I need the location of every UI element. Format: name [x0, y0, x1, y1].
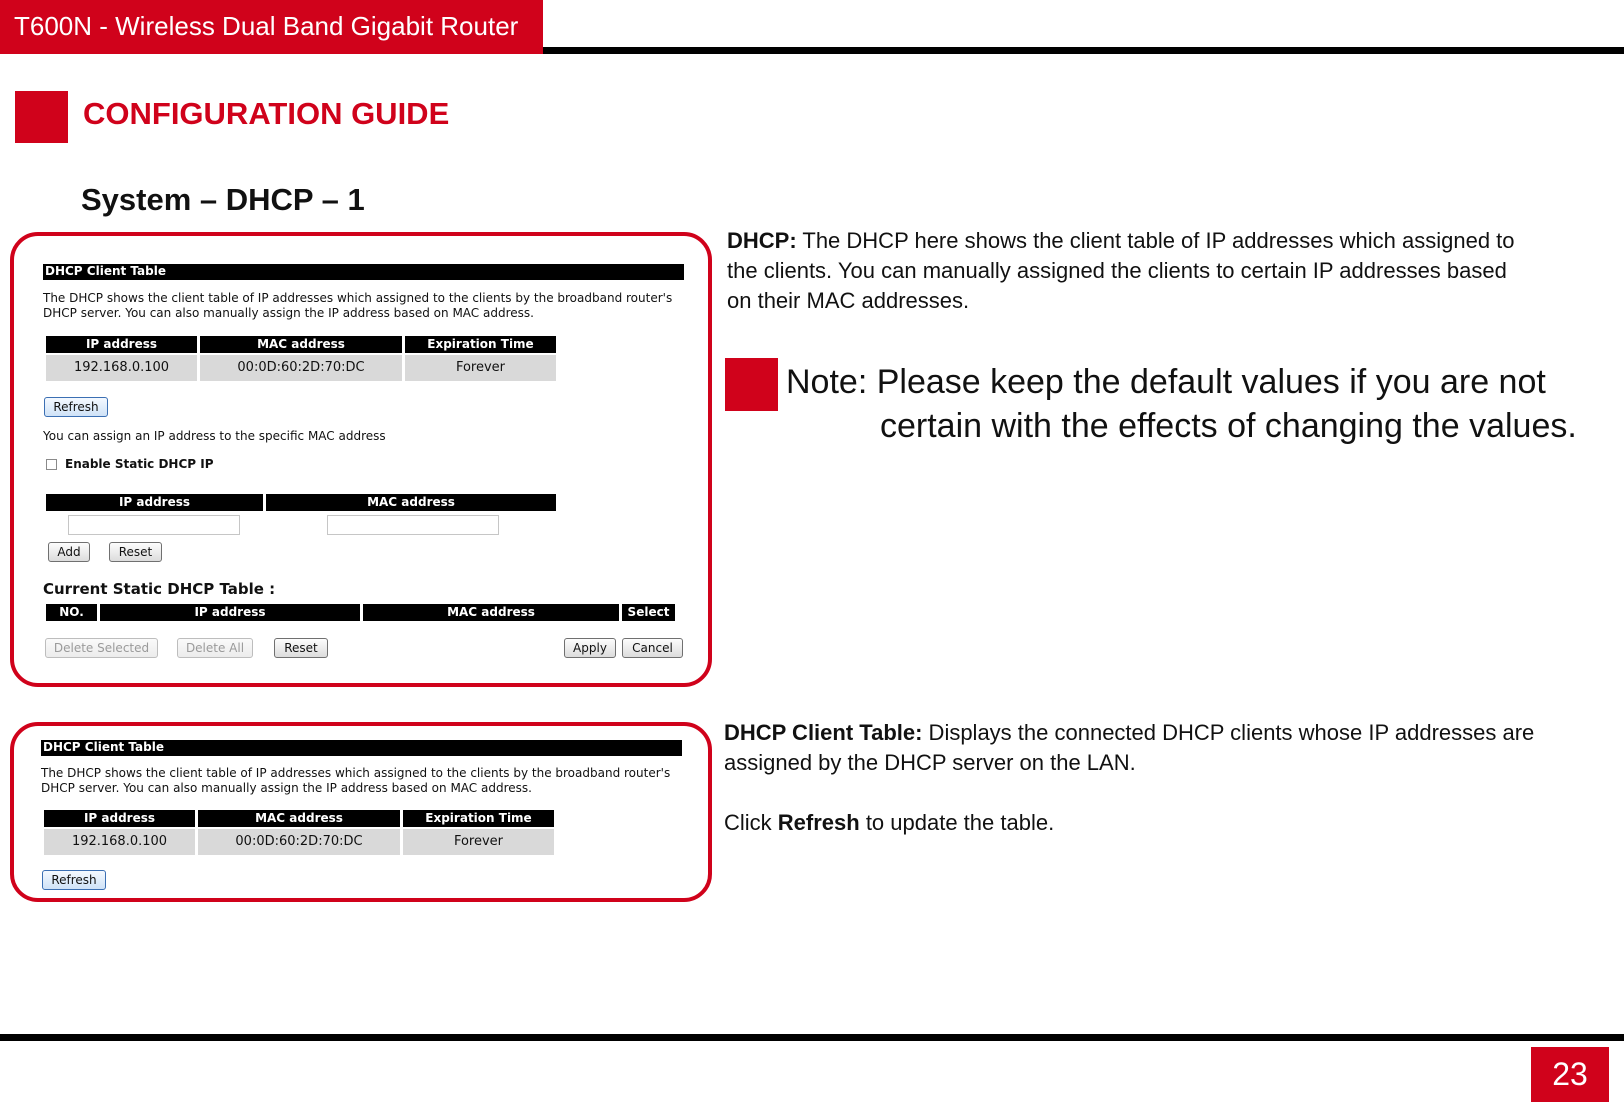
enable-static-dhcp-label: Enable Static DHCP IP — [65, 457, 214, 471]
enable-static-dhcp-checkbox[interactable] — [46, 459, 57, 470]
refresh-tail: to update the table. — [859, 810, 1055, 835]
client-table-line2: assigned by the DHCP server on the LAN. — [724, 750, 1136, 775]
apply-button[interactable]: Apply — [564, 638, 616, 658]
note-line2: certain with the effects of changing the values. — [880, 407, 1577, 445]
dhcp-description-term: DHCP: — [727, 228, 797, 253]
add-button[interactable]: Add — [48, 542, 90, 562]
static-col-mac-address: MAC address — [266, 494, 556, 511]
section-title: System – DHCP – 1 — [81, 182, 365, 217]
click-text: Click — [724, 810, 778, 835]
current-static-dhcp-title: Current Static DHCP Table : — [43, 580, 276, 598]
col-ip-address-2: IP address — [44, 810, 195, 827]
client-table-term: DHCP Client Table: — [724, 720, 923, 745]
client-table-description — [724, 718, 1534, 838]
refresh-button[interactable]: Refresh — [44, 397, 108, 417]
delete-selected-button[interactable]: Delete Selected — [45, 638, 158, 658]
current-col-no: NO. — [46, 604, 97, 621]
cell-mac: 00:0D:60:2D:70:DC — [200, 355, 402, 381]
cell-ip-2: 192.168.0.100 — [44, 829, 195, 855]
cell-expiration-2: Forever — [403, 829, 554, 855]
dhcp-intro-text-2: The DHCP shows the client table of IP addresses which assigned to the clients by the broadband router's DHCP server. You can also manually assign the IP address based on MAC address. — [41, 766, 671, 795]
refresh-term: Refresh — [777, 810, 860, 835]
dhcp-client-table-bar-2: DHCP Client Table — [41, 740, 682, 756]
dhcp-client-table-screenshot — [10, 722, 712, 902]
header-rule — [543, 47, 1624, 54]
dhcp-client-table-bar: DHCP Client Table — [43, 264, 684, 280]
note-marker — [725, 358, 778, 411]
col-expiration-time-2: Expiration Time — [403, 810, 554, 827]
footer-rule — [0, 1034, 1624, 1041]
cell-ip: 192.168.0.100 — [46, 355, 197, 381]
col-mac-address-2: MAC address — [198, 810, 400, 827]
dhcp-intro-text: The DHCP shows the client table of IP addresses which assigned to the clients by the broadband router's DHCP server. You can also manually assign the IP address based on MAC address. — [43, 291, 673, 320]
guide-title: CONFIGURATION GUIDE — [83, 96, 450, 131]
cancel-button[interactable]: Cancel — [622, 638, 683, 658]
current-col-ip-address: IP address — [100, 604, 360, 621]
client-table-line1: Displays the connected DHCP clients whose IP addresses are — [922, 720, 1535, 745]
dhcp-description-line3: on their MAC addresses. — [727, 288, 970, 313]
reset-table-button[interactable]: Reset — [274, 638, 328, 658]
dhcp-description-line2: the clients. You can manually assigned the clients to certain IP addresses based — [727, 258, 1507, 283]
static-col-ip-address: IP address — [46, 494, 263, 511]
delete-all-button[interactable]: Delete All — [177, 638, 253, 658]
dhcp-description-line1: The DHCP here shows the client table of IP addresses which assigned to — [796, 228, 1515, 253]
col-expiration-time: Expiration Time — [405, 336, 556, 353]
guide-marker — [15, 91, 68, 143]
page-number: 23 — [1531, 1047, 1609, 1102]
current-col-select: Select — [622, 604, 675, 621]
refresh-button-2[interactable]: Refresh — [42, 870, 106, 890]
assign-text: You can assign an IP address to the specific MAC address — [43, 429, 386, 443]
cell-mac-2: 00:0D:60:2D:70:DC — [198, 829, 400, 855]
static-mac-input[interactable] — [327, 515, 499, 535]
static-ip-input[interactable] — [68, 515, 240, 535]
reset-button[interactable]: Reset — [109, 542, 162, 562]
col-mac-address: MAC address — [200, 336, 402, 353]
dhcp-settings-screenshot — [10, 232, 712, 687]
dhcp-description — [727, 226, 1515, 316]
note-line1: Note: Please keep the default values if you are not — [786, 363, 1546, 401]
cell-expiration: Forever — [405, 355, 556, 381]
current-col-mac-address: MAC address — [363, 604, 619, 621]
document-header-title: T600N - Wireless Dual Band Gigabit Router — [0, 0, 543, 54]
col-ip-address: IP address — [46, 336, 197, 353]
